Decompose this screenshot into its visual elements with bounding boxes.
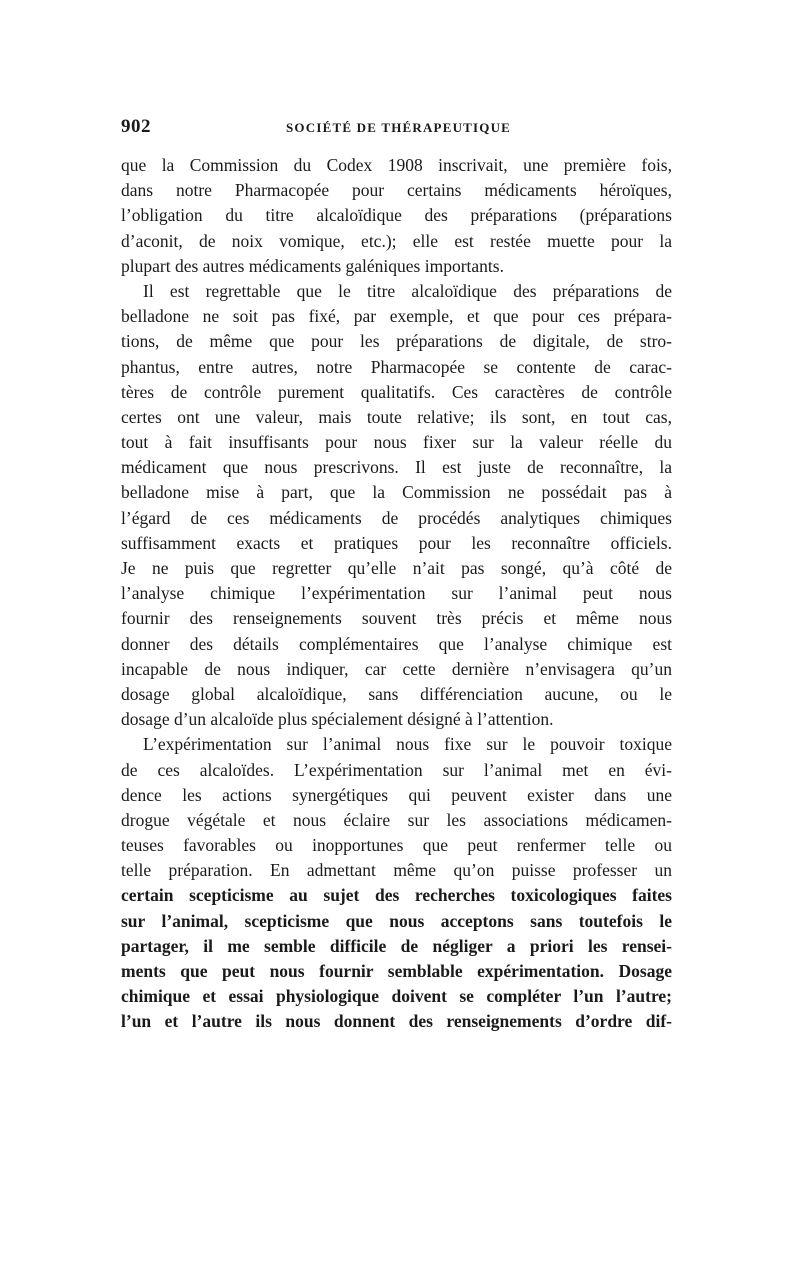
text-line: dosage d’un alcaloïde plus spécialement désigné à l’attention.: [121, 709, 554, 730]
text-line: que la Commission du Codex 1908 inscrivait, une première fois,: [121, 155, 672, 175]
text-line: tères de contrôle purement qualitatifs. Ces caractères de contrôle: [121, 381, 672, 402]
text-line: d’aconit, de noix vomique, etc.); elle est restée muette pour la: [121, 230, 672, 251]
text-line: chimique et essai physiologique doivent se compléter l’un l’autre;: [121, 986, 672, 1007]
text-line: Je ne puis que regretter qu’elle n’ait pas songé, qu’à côté de: [121, 558, 672, 578]
text-line: phantus, entre autres, notre Pharmacopée se contente de carac-: [121, 356, 672, 377]
text-line: suffisamment exacts et pratiques pour les reconnaître officiels.: [121, 532, 672, 553]
text-line: incapable de nous indiquer, car cette dernière n’envisagera qu’un: [121, 658, 672, 679]
text-line: de ces alcaloïdes. L’expérimentation sur l’animal met en évi-: [121, 759, 672, 780]
text-line: drogue végétale et nous éclaire sur les associations médicamen-: [121, 809, 672, 830]
text-line: plupart des autres médicaments galéniques importants.: [121, 255, 504, 276]
text-line: l’obligation du titre alcaloïdique des préparations (préparations: [121, 205, 672, 226]
text-line: certain scepticisme au sujet des recherches toxicologiques faites: [121, 885, 672, 906]
text-line: l’analyse chimique l’expérimentation sur l’animal peut nous: [121, 583, 672, 604]
text-line: belladone mise à part, que la Commission ne possédait pas à: [121, 482, 672, 503]
text-line: Il est regrettable que le titre alcaloïdique des préparations de: [143, 280, 672, 301]
text-line: certes ont une valeur, mais toute relative; ils sont, en tout cas,: [121, 406, 672, 427]
text-line: médicament que nous prescrivons. Il est juste de reconnaître, la: [121, 457, 672, 478]
text-line: l’égard de ces médicaments de procédés analytiques chimiques: [121, 507, 672, 528]
text-line: l’un et l’autre ils nous donnent des renseignements d’ordre dif-: [121, 1011, 672, 1032]
text-line: teuses favorables ou inopportunes que peut renfermer telle ou: [121, 835, 672, 856]
text-line: partager, il me semble difficile de négliger a priori les rensei-: [121, 935, 672, 956]
text-line: fournir des renseignements souvent très précis et même nous: [121, 608, 672, 629]
text-line: tions, de même que pour les préparations de digitale, de stro-: [121, 331, 672, 352]
text-line: dosage global alcaloïdique, sans différenciation aucune, ou le: [121, 683, 672, 704]
text-line: ments que peut nous fournir semblable expérimentation. Dosage: [121, 961, 672, 981]
page-number: 902: [121, 116, 151, 137]
text-line: tout à fait insuffisants pour nous fixer sur la valeur réelle du: [121, 432, 672, 453]
text-line: sur l’animal, scepticisme que nous acceptons sans toutefois le: [121, 910, 672, 931]
text-line: telle préparation. En admettant même qu’on puisse professer un: [121, 860, 672, 881]
text-line: donner des détails complémentaires que l’analyse chimique est: [121, 633, 672, 654]
text-line: dence les actions synergétiques qui peuvent exister dans une: [121, 784, 672, 805]
text-line: belladone ne soit pas fixé, par exemple, et que pour ces prépara-: [121, 306, 672, 327]
text-line: dans notre Pharmacopée pour certains médicaments héroïques,: [121, 180, 672, 201]
journal-title: SOCIÉTÉ DE THÉRAPEUTIQUE: [286, 120, 512, 135]
text-line: L’expérimentation sur l’animal nous fixe sur le pouvoir toxique: [143, 734, 672, 755]
running-head: [121, 116, 672, 140]
body-text: [121, 153, 672, 1035]
